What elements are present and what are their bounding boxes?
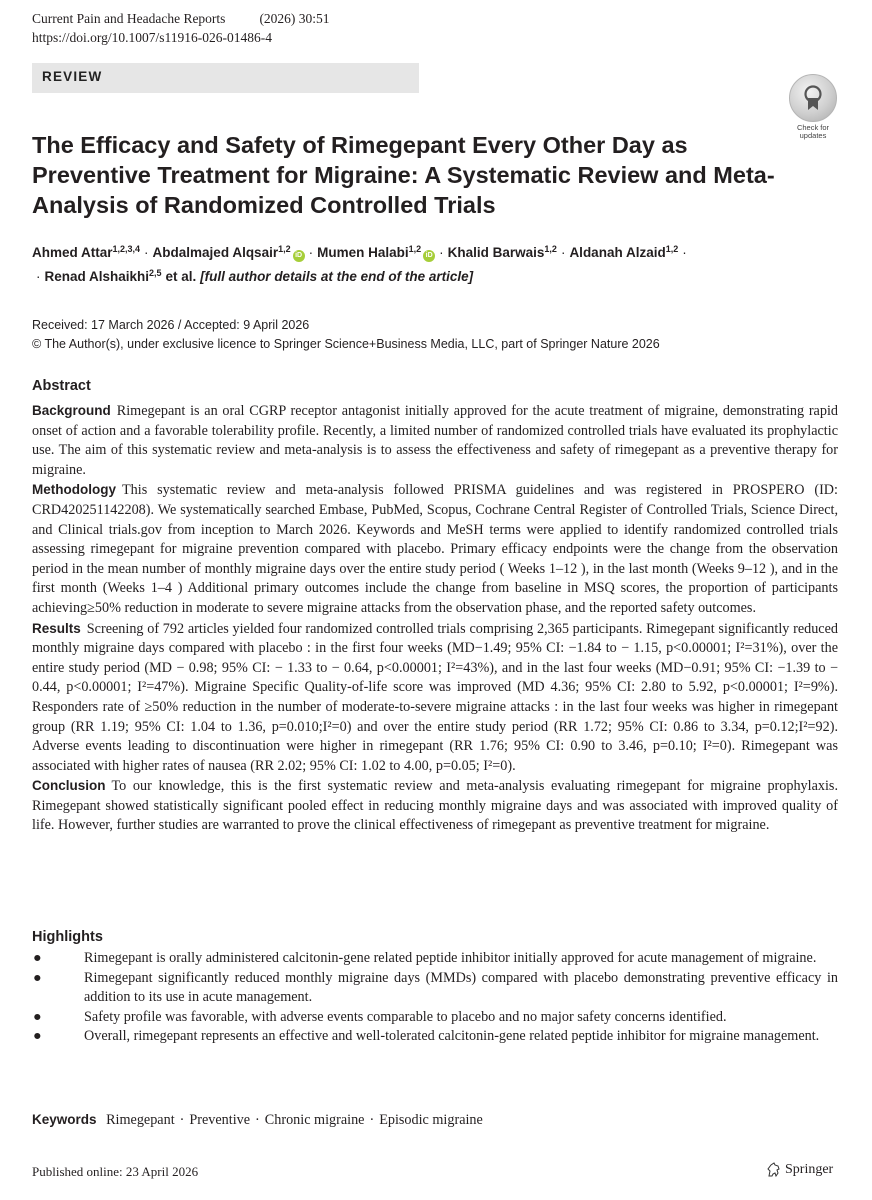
author-name[interactable]: Aldanah Alzaid — [569, 245, 666, 260]
author-affiliation: 1,2,3,4 — [112, 244, 141, 254]
highlight-item — [32, 1008, 838, 1028]
keyword[interactable]: Episodic migraine — [379, 1112, 483, 1128]
abstract-section-label: Conclusion — [32, 778, 106, 794]
abstract-section-text: This systematic review and meta-analysis followed PRISMA guidelines and was registered in PROSPERO (ID: CRD420251142208). We systematically searched Embase, PubMed, Scopus, Cochrane Central Register of Controlled Trials, Science Direct, and Clinical trials.gov from inception to March 2026. Keywords and MeSH terms were applied to identify randomized controlled trials assessing rimegepant for migraine prevention compared with placebo. Primary efficacy endpoints were the change from the observation period in the mean number of monthly migraine days over the entire study period ( Weeks 1–12 ), in the last month (Weeks 9–12 ), and in the first month (Weeks 1–4 ) Additional primary outcomes include the change from baseline in MSQ scores, the proportion of participants achieving≥50% reduction in moderate to severe migraine attacks from the observation phase, and the reported safety outcomes. — [32, 482, 838, 616]
check-for-updates-line1: Check for — [796, 123, 830, 132]
check-for-updates-badge — [789, 74, 837, 122]
abstract-section-methodology — [32, 480, 838, 618]
journal-header — [32, 9, 330, 47]
copyright-notice: © The Author(s), under exclusive licence to Springer Science+Business Media, LLC, part of Springer Nature 2026 — [32, 337, 660, 351]
check-for-updates-line2: updates — [799, 131, 827, 140]
received-accepted: Received: 17 March 2026 / Accepted: 9 April 2026 — [32, 318, 310, 332]
highlight-text: Overall, rimegepant represents an effective and well-tolerated calcitonin-gene related peptide inhibitor for migraine management. — [84, 1028, 820, 1045]
publisher-logo[interactable] — [766, 1162, 833, 1178]
author-separator: · — [144, 245, 149, 260]
bullet-icon: ● — [33, 969, 42, 986]
highlight-item — [32, 969, 838, 1008]
highlight-item — [32, 1027, 838, 1047]
highlight-text: Rimegepant is orally administered calcitonin-gene related peptide inhibitor initially approved for acute management of migraine. — [84, 950, 817, 966]
published-online: Published online: 23 April 2026 — [32, 1164, 199, 1179]
author-details-link[interactable]: [full author details at the end of the article] — [200, 269, 474, 284]
keyword[interactable]: Preventive — [189, 1112, 251, 1128]
author-name[interactable]: Mumen Halabi — [317, 245, 409, 260]
article-title: The Efficacy and Safety of Rimegepant Every Other Day as Preventive Treatment for Migraine: A Systematic Review and Meta-Analysis of Randomized Controlled Trials — [32, 132, 775, 218]
check-for-updates-button[interactable] — [784, 74, 842, 140]
highlight-item — [32, 949, 838, 969]
author-name[interactable]: Ahmed Attar — [32, 245, 113, 260]
article-dates — [32, 316, 660, 354]
journal-issue: (2026) 30:51 — [259, 11, 330, 26]
abstract-section-label: Background — [32, 403, 111, 418]
abstract-section-label: Results — [32, 620, 81, 636]
author-affiliation: 1,2 — [665, 244, 679, 254]
keyword-separator: · — [369, 1112, 375, 1128]
author-affiliation: 1,2 — [278, 244, 291, 254]
keywords-label: Keywords — [32, 1112, 97, 1127]
abstract-section-text: Screening of 792 articles yielded four randomized controlled trials comprising 2,365 participants. Rimegepant significantly reduced monthly migraine days compared with placebo : in the first four weeks (MD−1.49; 95% CI: −1.84 to − 1.15, p<0.00001; I²=31%), over the entire study period (MD − 0.98; 95% CI: − 1.33 to − 0.64, p<0.00001; I²=43%), and in the last four weeks (MD−0.91; 95% CI: −1.39 to − 0.44, p<0.00001; I²=47%). Migraine Specific Quality-of-life score was improved (MD 4.36; 95% CI: 2.80 to 5.92, p<0.00001; I²=9%). Responders rate of ≥50% reduction in the number of moderate-to-severe migraine attacks : in the last four weeks was higher in rimegepant group (RR 1.19; 95% CI: 1.04 to 1.36, p=0.010;I²=0) and over the entire study period (RR 1.72; 95% CI: 0.86 to 3.34, p=0.12;I²=92). Adverse events leading to discontinuation were higher in rimegepant (RR 1.76; 95% CI: 0.90 to 3.46, p=0.10; I²=0). Rimegepant was associated with higher rates of nausea (RR 2.02; 95% CI: 1.02 to 4.00, p=0.05; I²=0). — [32, 620, 838, 774]
article-type-band — [32, 63, 419, 93]
author-separator: · — [439, 245, 444, 260]
author-affiliation: 1,2 — [408, 244, 422, 254]
abstract-section-label: Methodology — [32, 482, 116, 498]
article-type-label: REVIEW — [42, 69, 103, 84]
author-affiliation: 1,2 — [544, 244, 557, 254]
abstract-section-text: To our knowledge, this is the first systematic review and meta-analysis evaluating rimegepant for migraine prophylaxis. Rimegepant showed statistically significant pooled effect in reducing monthly migraine days and was associated with improved quality of life. However, further studies are warranted to prove the clinical effectiveness of rimegepant as preventive treatment for migraine. — [32, 778, 838, 834]
highlight-text: Safety profile was favorable, with adverse events comparable to placebo and no major safety concerns identified. — [84, 1008, 727, 1025]
keywords-line — [32, 1110, 483, 1130]
journal-name: Current Pain and Headache Reports — [32, 11, 226, 26]
bookmark-icon — [802, 85, 824, 111]
author-name[interactable]: Renad Alshaikhi — [44, 269, 150, 284]
highlights-heading: Highlights — [32, 929, 103, 945]
highlights-list — [32, 949, 838, 1047]
doi-link[interactable]: https://doi.org/10.1007/s11916-026-01486-4 — [32, 30, 273, 45]
highlight-text: Rimegepant significantly reduced monthly migraine days (MMDs) compared with placebo demonstrating preventive efficacy in addition to its use in acute management. — [84, 969, 838, 1006]
bullet-icon: ● — [33, 1028, 42, 1045]
author-separator: · — [36, 269, 41, 284]
abstract-section-background — [32, 401, 838, 480]
author-name[interactable]: Abdalmajed Alqsair — [152, 245, 279, 260]
abstract-section-conclusion — [32, 776, 838, 836]
authors-etal: et al. — [165, 269, 197, 284]
publisher-name: Springer — [785, 1162, 834, 1177]
abstract-heading: Abstract — [32, 378, 91, 394]
author-affiliation: 2,5 — [149, 268, 162, 278]
keyword-separator: · — [179, 1112, 185, 1128]
keyword[interactable]: Rimegepant — [106, 1112, 175, 1128]
orcid-icon[interactable]: iD — [423, 250, 435, 262]
author-separator: · — [308, 245, 314, 260]
author-separator: · — [560, 245, 566, 260]
author-list — [32, 241, 852, 289]
springer-horse-icon — [766, 1162, 782, 1178]
abstract-body — [32, 401, 838, 836]
bullet-icon: ● — [33, 950, 42, 966]
author-name[interactable]: Khalid Barwais — [447, 245, 545, 260]
keyword[interactable]: Chronic migraine — [264, 1112, 365, 1128]
abstract-section-results — [32, 619, 838, 777]
abstract-section-text: Rimegepant is an oral CGRP receptor antagonist initially approved for the acute treatment of migraine, demonstrating rapid onset of action and a favorable tolerability profile. Recently, a limited number of randomized controlled trials have evaluated its prophylactic use. The aim of this systematic review and meta-analysis is to assess the effectiveness and safety of rimegepant as a preventive therapy for migraine. — [32, 403, 838, 478]
bullet-icon: ● — [33, 1008, 42, 1025]
keyword-separator: · — [255, 1112, 260, 1128]
orcid-icon[interactable]: iD — [293, 250, 305, 262]
author-separator: · — [682, 245, 687, 260]
